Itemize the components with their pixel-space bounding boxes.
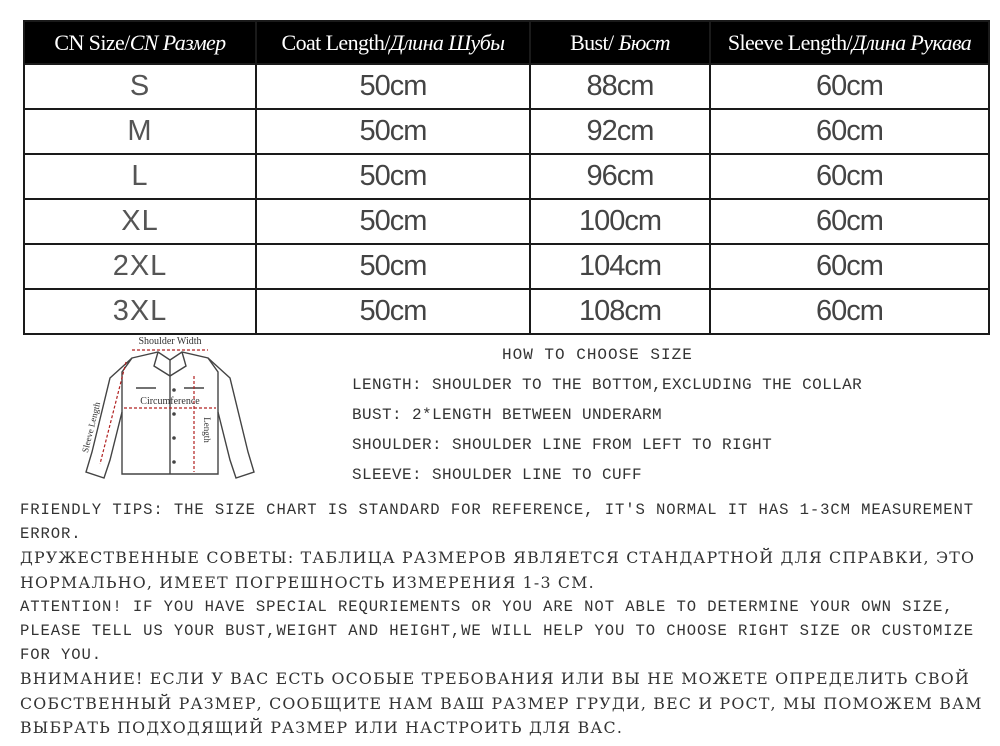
bust-cell: 108cm xyxy=(530,289,710,334)
coat-length-cell: 50cm xyxy=(256,109,530,154)
size-cell: L xyxy=(24,154,256,199)
coat-length-cell: 50cm xyxy=(256,289,530,334)
size-cell: 2XL xyxy=(24,244,256,289)
how-to-choose-size xyxy=(352,344,982,494)
table-row xyxy=(24,109,989,154)
sleeve-length-cell: 60cm xyxy=(710,154,989,199)
coat-length-cell: 50cm xyxy=(256,154,530,199)
header-bust: Bust/ Бюст xyxy=(530,21,710,64)
bust-cell: 100cm xyxy=(530,199,710,244)
friendly-tips-en: FRIENDLY TIPS: THE SIZE CHART IS STANDARD FOR REFERENCE, IT'S NORMAL IT HAS 1-3CM MEASUREMENT ERROR. xyxy=(20,501,974,543)
coat-length-cell: 50cm xyxy=(256,64,530,109)
sleeve-length-cell: 60cm xyxy=(710,244,989,289)
size-cell: M xyxy=(24,109,256,154)
header-cn-size: CN Size/CN Размер xyxy=(24,21,256,64)
sleeve-length-cell: 60cm xyxy=(710,64,989,109)
table-row xyxy=(24,154,989,199)
friendly-tips-ru: ДРУЖЕСТВЕННЫЕ СОВЕТЫ: ТАБЛИЦА РАЗМЕРОВ ЯВЛЯЕТСЯ СТАНДАРТНОЙ ДЛЯ СПРАВКИ, ЭТО НОРМАЛЬНО, ИМЕЕТ ПОГРЕШНОСТЬ ИЗМЕРЕНИЯ 1-3 СМ. xyxy=(20,548,976,592)
table-row xyxy=(24,64,989,109)
header-sleeve-length: Sleeve Length/Длина Рукава xyxy=(710,21,989,64)
howto-title: HOW TO CHOOSE SIZE xyxy=(502,346,693,364)
attention-en: ATTENTION! IF YOU HAVE SPECIAL REQURIEMENTS OR YOU ARE NOT ABLE TO DETERMINE YOUR OWN SIZE, PLEASE TELL US YOUR BUST,WEIGHT AND HEIGHT,WE WILL HELP YOU TO CHOOSE RIGHT SIZE OR CUSTOMIZE FOR YOU. xyxy=(20,598,974,664)
table-row xyxy=(24,244,989,289)
table-row xyxy=(24,289,989,334)
table-header-row xyxy=(24,21,989,64)
howto-line-length: LENGTH: SHOULDER TO THE BOTTOM,EXCLUDING THE COLLAR xyxy=(352,376,863,394)
coat-length-cell: 50cm xyxy=(256,199,530,244)
bust-cell: 88cm xyxy=(530,64,710,109)
bust-cell: 96cm xyxy=(530,154,710,199)
tips-section xyxy=(20,498,990,741)
sleeve-length-label: Sleeve Length xyxy=(79,400,103,454)
header-coat-length: Coat Length/Длина Шубы xyxy=(256,21,530,64)
jacket-outline-icon xyxy=(86,352,254,478)
size-chart-table xyxy=(23,20,990,335)
howto-line-shoulder: SHOULDER: SHOULDER LINE FROM LEFT TO RIGHT xyxy=(352,436,773,454)
howto-line-sleeve: SLEEVE: SHOULDER LINE TO CUFF xyxy=(352,466,643,484)
bust-cell: 104cm xyxy=(530,244,710,289)
bust-cell: 92cm xyxy=(530,109,710,154)
sleeve-length-cell: 60cm xyxy=(710,109,989,154)
sleeve-length-cell: 60cm xyxy=(710,199,989,244)
size-cell: S xyxy=(24,64,256,109)
jacket-measurement-diagram xyxy=(70,332,270,492)
coat-length-cell: 50cm xyxy=(256,244,530,289)
sleeve-length-cell: 60cm xyxy=(710,289,989,334)
attention-ru: ВНИМАНИЕ! ЕСЛИ У ВАС ЕСТЬ ОСОБЫЕ ТРЕБОВАНИЯ ИЛИ ВЫ НЕ МОЖЕТЕ ОПРЕДЕЛИТЬ СВОЙ СОБСТВЕННЫЙ РАЗМЕР, СООБЩИТЕ НАМ ВАШ РАЗМЕР ГРУДИ, ВЕС И РОСТ, МЫ ПОМОЖЕМ ВАМ ВЫБРАТЬ ПОДХОДЯЩИЙ РАЗМЕР ИЛИ НАСТРОИТЬ ДЛЯ ВАС. xyxy=(20,669,983,737)
shoulder-width-label: Shoulder Width xyxy=(138,336,202,347)
table-row xyxy=(24,199,989,244)
size-cell: XL xyxy=(24,199,256,244)
circumference-label: Circumference xyxy=(140,396,200,407)
length-label: Length xyxy=(202,417,212,443)
size-cell: 3XL xyxy=(24,289,256,334)
howto-line-bust: BUST: 2*LENGTH BETWEEN UNDERARM xyxy=(352,406,663,424)
